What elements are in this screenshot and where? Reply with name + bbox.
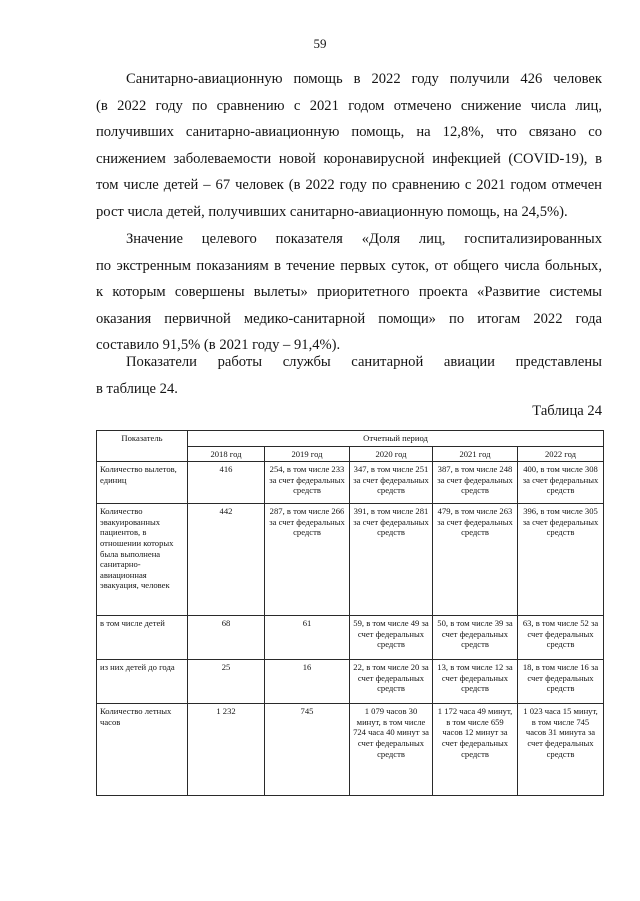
header-year: 2020 год [350, 446, 433, 462]
table-row [97, 660, 604, 704]
table-row [97, 704, 604, 796]
row-label: Количество вылетов, единиц [97, 462, 188, 504]
table-cell: 1 232 [188, 704, 265, 796]
paragraph-line: по экстренным показаниям в течение первых суток, от общего числа больных, [96, 257, 602, 274]
table-cell: 68 [188, 616, 265, 660]
paragraph-line: составило 91,5% (в 2021 году – 91,4%). [96, 337, 341, 353]
row-label: в том числе детей [97, 616, 188, 660]
header-year: 2021 год [433, 446, 518, 462]
paragraph-line: рост числа детей, получивших санитарно-авиационную помощь, на 24,5%). [96, 203, 568, 220]
table-cell: 50, в том числе 39 за счет федеральных средств [433, 616, 518, 660]
row-label: из них детей до года [97, 660, 188, 704]
paragraph-line: в таблице 24. [96, 380, 178, 397]
paragraph-line: том числе детей – 67 человек (в 2022 году по сравнению с 2021 годом отмечен [96, 177, 602, 193]
paragraph-line: (в 2022 году по сравнению с 2021 годом отмечено снижение числа лиц, [96, 97, 602, 114]
table-caption: Таблица 24 [532, 403, 602, 419]
table-cell: 1 023 часа 15 минут, в том числе 745 часов 31 минута за счет федеральных средств [518, 704, 604, 796]
header-year: 2019 год [265, 446, 350, 462]
table-row [97, 462, 604, 504]
table-cell: 16 [265, 660, 350, 704]
row-label: Количество летных часов [97, 704, 188, 796]
table-cell: 18, в том числе 16 за счет федеральных средств [518, 660, 604, 704]
paragraph-line: снижением заболеваемости новой коронавирусной инфекцией (COVID-19), в [96, 150, 602, 167]
table-cell: 1 079 часов 30 минут, в том числе 724 часа 40 минут за счет федеральных средств [350, 704, 433, 796]
header-year: 2022 год [518, 446, 604, 462]
table-cell: 13, в том числе 12 за счет федеральных средств [433, 660, 518, 704]
header-year: 2018 год [188, 446, 265, 462]
row-label: Количество эвакуированных пациентов, в отношении которых была выполнена санитарно-авиационная эвакуация, человек [97, 504, 188, 616]
table-cell: 25 [188, 660, 265, 704]
table-cell: 1 172 часа 49 минут, в том числе 659 часов 12 минут за счет федеральных средств [433, 704, 518, 796]
table-row [97, 616, 604, 660]
table-cell: 63, в том числе 52 за счет федеральных средств [518, 616, 604, 660]
table-cell: 416 [188, 462, 265, 504]
paragraph-line: получивших санитарно-авиационную помощь, на 12,8%, что связано со [96, 124, 602, 140]
table-row [97, 504, 604, 616]
paragraph-line: оказания первичной медико-санитарной помощи» по итогам 2022 года [96, 310, 602, 327]
table-cell: 479, в том числе 263 за счет федеральных средств [433, 504, 518, 616]
table-cell: 254, в том числе 233 за счет федеральных средств [265, 462, 350, 504]
paragraph-target-indicator [96, 226, 602, 359]
table-cell: 347, в том числе 251 за счет федеральных средств [350, 462, 433, 504]
page-number: 59 [313, 36, 327, 51]
table-cell: 59, в том числе 49 за счет федеральных средств [350, 616, 433, 660]
paragraph-line: Показатели работы службы санитарной авиации представлены [126, 354, 602, 370]
table-cell: 396, в том числе 305 за счет федеральных средств [518, 504, 604, 616]
table-cell: 61 [265, 616, 350, 660]
table-cell: 22, в том числе 20 за счет федеральных средств [350, 660, 433, 704]
header-indicator: Показатель [97, 431, 188, 462]
paragraph-table-intro [96, 349, 602, 402]
header-period: Отчетный период [188, 431, 604, 447]
table-header-row [97, 431, 604, 447]
table-cell: 442 [188, 504, 265, 616]
paragraph-air-ambulance-help [96, 66, 602, 225]
table-cell: 287, в том числе 266 за счет федеральных средств [265, 504, 350, 616]
paragraph-line: Значение целевого показателя «Доля лиц, госпитализированных [126, 231, 602, 247]
table-cell: 391, в том числе 281 за счет федеральных средств [350, 504, 433, 616]
table-cell: 745 [265, 704, 350, 796]
table-cell: 400, в том числе 308 за счет федеральных средств [518, 462, 604, 504]
paragraph-line: к которым совершены вылеты» приоритетного проекта «Развитие системы [96, 284, 602, 300]
table-cell: 387, в том числе 248 за счет федеральных средств [433, 462, 518, 504]
paragraph-line: Санитарно-авиационную помощь в 2022 году получили 426 человек [126, 71, 602, 87]
air-ambulance-table [96, 430, 604, 796]
